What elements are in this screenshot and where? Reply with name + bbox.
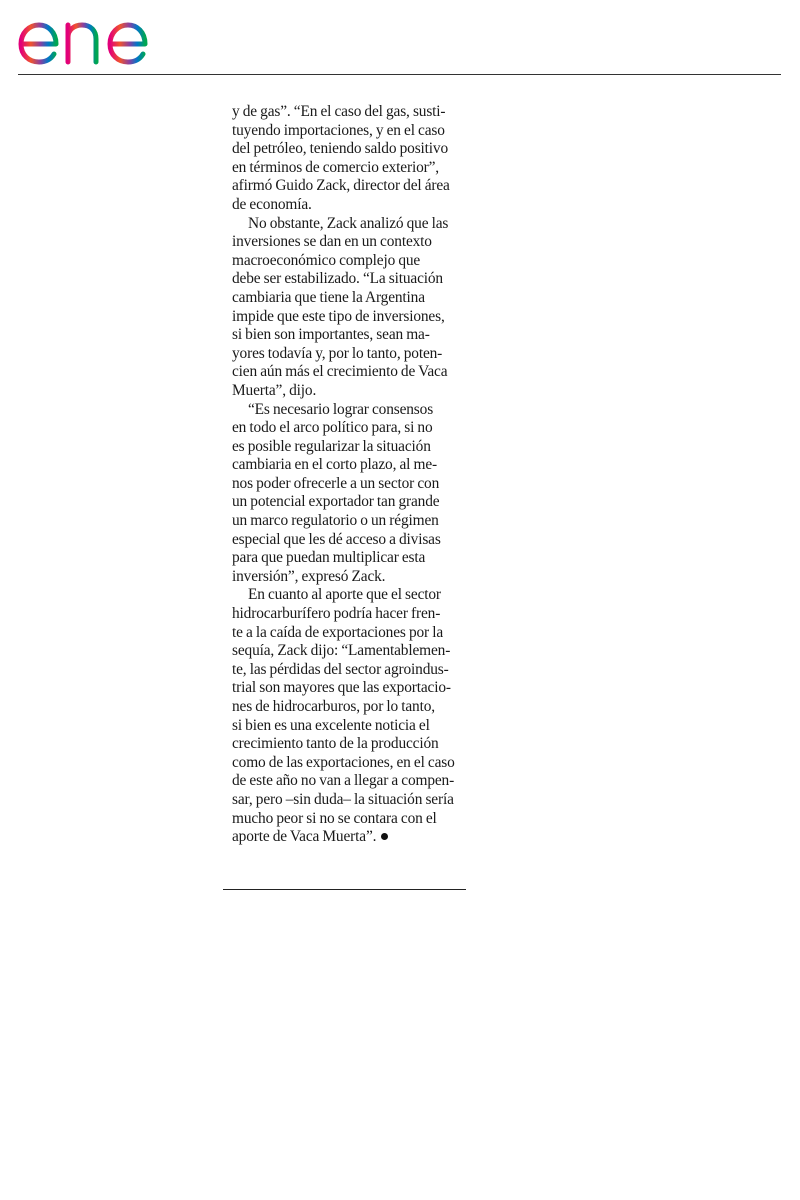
text-line: cambiaria en el corto plazo, al me- bbox=[232, 456, 437, 474]
text-line: si bien es una excelente noticia el bbox=[232, 716, 430, 734]
text-line: de economía. bbox=[232, 195, 312, 213]
text-line: como de las exportaciones, en el caso bbox=[232, 753, 455, 771]
article-column bbox=[232, 103, 474, 847]
text-line: te, las pérdidas del sector agroindus- bbox=[232, 660, 449, 678]
text-line: mucho peor si no se contara con el bbox=[232, 809, 437, 827]
text-line: impide que este tipo de inversiones, bbox=[232, 307, 445, 325]
text-line: Muerta”, dijo. bbox=[232, 381, 317, 399]
article-paragraph-4 bbox=[232, 586, 474, 846]
text-line: y de gas”. “En el caso del gas, susti- bbox=[232, 103, 446, 120]
text-line: yores todavía y, por lo tanto, poten- bbox=[232, 344, 443, 362]
header-divider bbox=[18, 74, 781, 75]
text-line: cambiaria que tiene la Argentina bbox=[232, 288, 425, 306]
text-line: trial son mayores que las exportacio- bbox=[232, 679, 451, 697]
text-line: afirmó Guido Zack, director del área bbox=[232, 177, 450, 195]
text-line: es posible regularizar la situación bbox=[232, 437, 431, 455]
text-line: en todo el arco político para, si no bbox=[232, 419, 433, 437]
article-end-divider bbox=[223, 889, 466, 890]
text-line: crecimiento tanto de la producción bbox=[232, 735, 439, 753]
text-line: nes de hidrocarburos, por lo tanto, bbox=[232, 698, 435, 715]
enel-logo bbox=[16, 6, 182, 68]
text-line: de este año no van a llegar a compen- bbox=[232, 772, 455, 790]
text-line: macroeconómico complejo que bbox=[232, 251, 421, 269]
text-line: tuyendo importaciones, y en el caso bbox=[232, 121, 445, 139]
text-line: para que puedan multiplicar esta bbox=[232, 549, 426, 567]
article-paragraph-2 bbox=[232, 215, 474, 401]
text-line: nos poder ofrecerle a un sector con bbox=[232, 474, 440, 492]
text-line: te a la caída de exportaciones por la bbox=[232, 623, 444, 641]
text-line: sequía, Zack dijo: “Lamentablemen- bbox=[232, 642, 451, 660]
text-line: si bien son importantes, sean ma- bbox=[232, 326, 430, 344]
text-line: inversiones se dan en un contexto bbox=[232, 233, 432, 251]
article-paragraph-1 bbox=[232, 103, 474, 215]
text-line: un potencial exportador tan grande bbox=[232, 493, 440, 511]
text-line: inversión”, expresó Zack. bbox=[232, 567, 386, 585]
text-line: En cuanto al aporte que el sector bbox=[248, 586, 441, 604]
article-paragraph-3 bbox=[232, 401, 474, 587]
enel-logo-mark bbox=[16, 6, 182, 68]
text-line: en términos de comercio exterior”, bbox=[232, 158, 439, 176]
text-line: cien aún más el crecimiento de Vaca bbox=[232, 363, 448, 381]
last-text-line bbox=[232, 828, 474, 847]
text-line: aporte de Vaca Muerta”. bbox=[232, 828, 377, 846]
text-line: especial que les dé acceso a divisas bbox=[232, 530, 441, 548]
text-line: sar, pero –sin duda– la situación sería bbox=[232, 790, 454, 808]
end-of-article-bullet-icon bbox=[381, 833, 388, 840]
text-line: No obstante, Zack analizó que las bbox=[248, 214, 449, 232]
text-line: “Es necesario lograr consensos bbox=[248, 400, 434, 418]
text-line: del petróleo, teniendo saldo positivo bbox=[232, 140, 448, 158]
text-line: hidrocarburífero podría hacer fren- bbox=[232, 605, 441, 623]
text-line: un marco regulatorio o un régimen bbox=[232, 512, 439, 530]
text-line: debe ser estabilizado. “La situación bbox=[232, 270, 443, 288]
